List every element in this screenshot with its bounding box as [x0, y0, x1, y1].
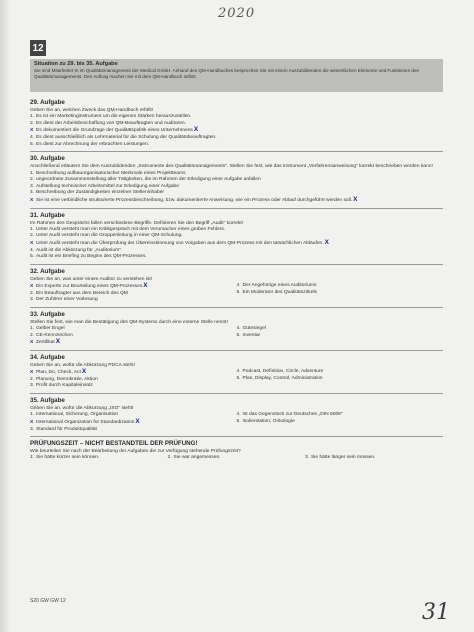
answer-option[interactable] — [30, 177, 443, 184]
option-text: Audit ist die Abkürzung für „Auditorium". — [36, 247, 123, 253]
option-text: Aufstellung technischer Arbeitsmittel zur Erledigung einer Aufgabe — [36, 183, 179, 189]
option-text: Gelber Engel — [36, 326, 65, 332]
task-block — [30, 96, 443, 148]
handwritten-year: 2020 — [218, 6, 256, 21]
handwritten-cross-icon: X — [55, 338, 61, 346]
option-text: Unter Audit versteht man die Überprüfung der Übereinstimmung von Vorgaben aus dem QM-Prozess mit den tatsächlichen Abläufen. — [36, 241, 324, 247]
answer-option[interactable] — [237, 376, 444, 383]
answer-option[interactable] — [237, 326, 444, 333]
situation-box — [30, 59, 443, 92]
handwritten-cross-icon: X — [81, 368, 87, 376]
answer-option[interactable] — [30, 233, 443, 240]
task-block — [30, 307, 443, 347]
answer-option[interactable] — [30, 333, 237, 340]
option-text: International Organization for Standardization — [36, 419, 135, 425]
handwritten-cross-icon: X — [324, 239, 329, 247]
option-text: ungeordnete Zusammenstellung aller Tätigkeiten, die im Rahmen der Erledigung einer Aufgabe anfallen — [36, 177, 261, 183]
option-text: Inventar — [242, 332, 261, 338]
option-number: 5. — [30, 141, 35, 147]
answer-option[interactable] — [30, 419, 237, 427]
option-number: 4. — [30, 247, 35, 253]
page-number-badge: 12 — [30, 40, 46, 56]
answer-option[interactable] — [30, 297, 237, 304]
option-text: Planung, Demokratie, Aktion — [36, 376, 98, 382]
option-number: 2. — [30, 233, 35, 239]
option-columns — [30, 369, 443, 390]
option-number: 4. — [236, 283, 241, 289]
option-number: 1. — [30, 170, 35, 176]
option-number: 3. — [30, 426, 35, 432]
option-column-left — [30, 412, 237, 433]
task-block — [30, 393, 443, 433]
answer-option[interactable] — [30, 455, 168, 462]
option-column-right — [237, 326, 444, 347]
option-text: Unter Audit versteht man ein Kritikgespräch mit dem Verursacher eines groben Fehlers. — [36, 226, 226, 232]
answer-option[interactable] — [30, 326, 237, 333]
option-number: 2. — [167, 455, 172, 461]
option-number: 3. — [305, 455, 310, 461]
answer-option[interactable] — [305, 455, 443, 462]
option-number: 1. — [30, 412, 35, 418]
answer-option[interactable] — [30, 240, 443, 248]
binding-strip — [0, 0, 10, 632]
option-number: 2. — [30, 376, 35, 382]
option-column-left — [30, 369, 237, 390]
option-text: Isolierstation, Onkologie — [242, 418, 295, 424]
option-text: Sie hätte länger sein müssen. — [311, 455, 376, 461]
task-question: Im Rahmen des Gesprächs fallen verschiedene Begriffe. Definieren Sie den Begriff „Audit" korrekt! — [30, 220, 244, 226]
option-text: Ist das Gegenstück zur Deutschen „DIN 5008" — [242, 412, 343, 418]
cross-mark-icon: X — [30, 340, 34, 346]
task-block — [30, 350, 443, 390]
task-question: Stellen Sie fest, wie man die Bestätigung des QM-Systems durch eine externe Stelle nennt! — [30, 319, 228, 325]
answer-option[interactable] — [237, 333, 444, 340]
task-block — [30, 151, 443, 204]
task-block — [30, 436, 443, 462]
option-text: Plan, Do, Check, Act — [36, 370, 81, 376]
task-title: 33. Aufgabe — [30, 310, 65, 318]
answer-option[interactable] — [237, 283, 444, 290]
answer-option[interactable] — [237, 369, 444, 376]
answer-option[interactable] — [237, 290, 444, 297]
cross-mark-icon: X — [30, 241, 34, 247]
option-number: 1. — [30, 114, 35, 120]
option-text: Plan, Display, Control, Administration — [242, 375, 323, 381]
task-title: 31. Aufgabe — [30, 211, 65, 219]
task-title: 35. Aufgabe — [30, 397, 65, 405]
answer-option[interactable] — [30, 283, 237, 291]
option-number: 3. — [30, 297, 35, 303]
option-text: Standard für Produktqualität — [36, 426, 97, 432]
handwritten-cross-icon: X — [135, 417, 140, 425]
option-text: Der Zuhörer einer Vorlesung — [36, 297, 98, 303]
task-question: Geben Sie an, wofür die Abkürzung PDCA steht! — [30, 362, 135, 368]
option-number: 4. — [236, 412, 241, 418]
option-text: Gütesiegel — [242, 326, 266, 332]
option-number: 1. — [30, 326, 35, 332]
option-columns — [30, 326, 443, 347]
option-number: 2. — [30, 120, 35, 126]
option-column-left — [30, 283, 237, 304]
task-title: 32. Aufgabe — [30, 267, 65, 275]
option-number: 4. — [30, 135, 35, 141]
option-columns — [30, 283, 443, 304]
option-text: Es dokumentiert die Grundzüge der Qualitätspolitik eines Unternehmens — [36, 128, 193, 134]
task-question: Geben Sie an, welchen Zweck das QM-Handbuch erfüllt! — [30, 108, 154, 113]
task-title: 34. Aufgabe — [30, 353, 65, 361]
option-text: Ein Experte zur Beurteilung eines QM-Prozesses — [36, 284, 143, 290]
option-number: 5. — [30, 254, 35, 260]
answer-option[interactable] — [30, 339, 237, 347]
handwritten-cross-icon: X — [143, 282, 148, 290]
task-question: Geben Sie an, was unter einem Auditor zu verstehen ist! — [30, 276, 153, 282]
option-number: 3. — [30, 383, 35, 389]
handwritten-cross-icon: X — [193, 126, 199, 134]
cross-mark-icon: X — [30, 197, 34, 203]
cross-mark-icon: X — [30, 284, 34, 290]
option-text: Es ist ein Marketinginstrument um die eigenen Stärken herauszustellen. — [36, 114, 192, 120]
footer-code: S20 GW GW 12 — [30, 598, 66, 604]
answer-option[interactable] — [30, 427, 237, 434]
option-number: 5. — [236, 289, 241, 295]
option-text: Ein Beauftragter aus dem Bereich des QM — [36, 290, 128, 296]
task-block — [30, 264, 443, 304]
option-text: Beschreibung aufbauorganisatorischer Merkmale eines Projektteams — [36, 170, 186, 176]
option-column — [305, 455, 443, 462]
option-column-right — [237, 412, 444, 433]
option-number: 2. — [30, 290, 35, 296]
option-text: Es dient der Arbeitsbeschaffung von QM-Beauftragten und Auditoren. — [36, 120, 186, 126]
option-text: International, Sicherung, Organisation — [36, 412, 119, 418]
option-number: 1. — [30, 226, 35, 232]
answer-option[interactable] — [30, 142, 443, 149]
task-title: 29. Aufgabe — [30, 99, 65, 106]
option-text: Zertifikat — [36, 340, 55, 346]
option-row — [30, 455, 443, 462]
option-column-left — [30, 326, 237, 347]
task-question: Wie beurteilen Sie nach der Bearbeitung der Aufgaben die zur Verfügung stehende Prüfungszeit? — [30, 449, 241, 455]
option-column-right — [237, 369, 444, 390]
answer-option[interactable] — [168, 455, 306, 462]
answer-option[interactable] — [30, 127, 443, 135]
answer-option[interactable] — [237, 412, 444, 419]
option-columns — [30, 412, 443, 433]
option-text: Profit durch Kapitaleinsatz — [36, 383, 93, 389]
option-text: Audit ist ein Briefing zu Beginn des QM-Prozesses. — [36, 254, 147, 260]
option-column — [30, 455, 168, 462]
option-number: 2. — [30, 332, 35, 338]
tasks-container — [30, 96, 443, 465]
answer-option[interactable] — [30, 135, 443, 142]
option-number: 3. — [30, 183, 35, 189]
task-question: Geben Sie an, wofür die Abkürzung „ISO" steht! — [30, 406, 134, 412]
situation-title: Situation zu 29. bis 35. Aufgabe — [34, 61, 118, 67]
cross-mark-icon: X — [30, 419, 34, 425]
option-text: Sie hätte kürzer sein können. — [36, 455, 100, 461]
answer-option[interactable] — [30, 412, 237, 419]
answer-option[interactable] — [30, 197, 443, 205]
option-number: 4. — [236, 326, 241, 332]
option-column-right — [237, 283, 444, 304]
answer-option[interactable] — [30, 190, 443, 197]
option-column — [168, 455, 306, 462]
option-number: 5. — [236, 418, 241, 424]
answer-option[interactable] — [237, 419, 444, 426]
option-text: CE-Kennzeichen — [36, 332, 73, 338]
option-number: 5. — [236, 375, 241, 381]
option-number: 1. — [30, 455, 35, 461]
answer-option[interactable] — [30, 114, 443, 121]
option-text: Sie war angemessen. — [173, 455, 221, 461]
answer-option[interactable] — [30, 254, 443, 261]
task-title: PRÜFUNGSZEIT – NICHT BESTANDTEIL DER PRÜFUNG! — [30, 440, 198, 448]
option-text: Es dient zur Abrechnung der erbrachten Leistungen. — [36, 141, 150, 147]
option-text: Ein Moderator des Qualitätszirkels — [242, 289, 317, 295]
option-text: Der Angehörige eines Auditoriums — [242, 283, 317, 289]
option-text: Es dient ausschließlich als Lehrmaterial für die Schulung der Qualitätsbeauftragten. — [36, 135, 217, 141]
option-number: 4. — [236, 369, 241, 375]
option-number: 5. — [236, 332, 241, 338]
situation-text: Sie sind Mitarbeiter-in im Qualitätsmanagement der Medical GmbH. Anhand des QM-Handbuches besprechen Sie mit einem Auszubildenden die wesentlichen Elemente und Funktionen des Qualitätsmanagements. Den Auftrag machen Sie mit dem QM-Handbuch selbst. — [34, 68, 419, 80]
task-title: 30. Aufgabe — [30, 155, 65, 163]
handwritten-page-number: 31 — [422, 600, 450, 625]
option-number: 4. — [30, 190, 35, 196]
option-text: Unter Audit versteht man die Gruppenleitung in einer QM-Schulung. — [36, 233, 183, 239]
option-number: 2. — [30, 177, 35, 183]
option-text: Podcast, Definition, Circle, Adventure — [242, 369, 324, 375]
answer-option[interactable] — [30, 121, 443, 128]
task-block — [30, 208, 443, 261]
answer-option[interactable] — [30, 383, 237, 390]
cross-mark-icon: X — [30, 370, 34, 376]
option-text: Sie ist eine verbindliche strukturierte Prozessbeschreibung, bzw. dokumentierte Anweisung, wie ein Prozess oder Ablauf durchgeführt werden soll. — [36, 197, 353, 203]
option-text: Beschreibung der Zuständigkeiten einzelner Stelleninhaber — [36, 190, 165, 196]
answer-option[interactable] — [30, 369, 237, 377]
task-question: Anschließend erläutern Sie dem Auszubildenden „Instrumente des Qualitätsmanagements". Stellen Sie fest, wie das Instrument „Verfahrensanweisung" korrekt beschrieben werden kann! — [30, 164, 433, 170]
handwritten-cross-icon: X — [353, 195, 358, 203]
cross-mark-icon: X — [30, 128, 34, 134]
